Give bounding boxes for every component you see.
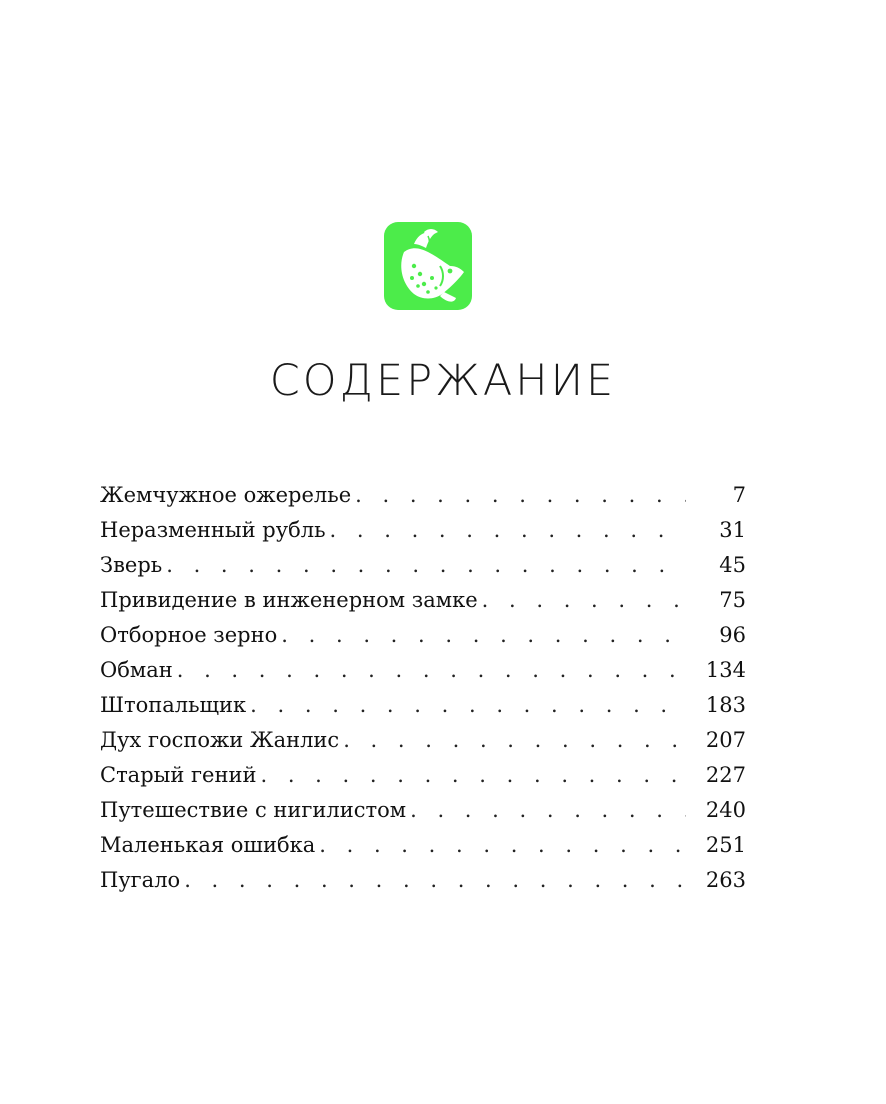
toc-entry-title: Привидение в инженерном замке — [100, 588, 478, 612]
toc-entry-page: 96 — [719, 623, 746, 647]
toc-entry-page: 240 — [705, 798, 746, 822]
dot-leader — [482, 583, 686, 618]
toc-entry-page: 75 — [719, 588, 746, 612]
toc-entry-page: 263 — [705, 868, 746, 892]
toc-entry-title: Зверь — [100, 553, 163, 577]
dot-leader — [319, 828, 686, 863]
dot-leader — [250, 688, 686, 723]
dot-leader — [330, 513, 686, 548]
toc-entry-title: Пугало — [100, 868, 181, 892]
toc-entry-title: Дух госпожи Жанлис — [100, 728, 340, 752]
toc-entry-page: 45 — [719, 553, 746, 577]
toc-entry[interactable] — [100, 723, 746, 758]
publisher-logo — [384, 222, 472, 310]
toc-entry[interactable] — [100, 863, 746, 898]
toc-entry-title: Жемчужное ожерелье — [100, 483, 352, 507]
fish-icon — [384, 222, 472, 310]
toc-entry-page: 183 — [705, 693, 746, 717]
toc-entry-page: 251 — [705, 833, 746, 857]
dot-leader — [355, 478, 686, 513]
toc-entry-page: 31 — [719, 518, 746, 542]
toc-entry-title: Неразменный рубль — [100, 518, 326, 542]
dot-leader — [260, 758, 686, 793]
toc-entry[interactable] — [100, 548, 746, 583]
toc-entry-title: Маленькая ошибка — [100, 833, 316, 857]
toc-entry-page: 134 — [705, 658, 746, 682]
toc-entry-page: 227 — [705, 763, 746, 787]
toc-entry-page: 7 — [732, 483, 746, 507]
page-title: СОДЕРЖАНИЕ — [269, 356, 617, 406]
toc-entry[interactable] — [100, 653, 746, 688]
toc-entry[interactable] — [100, 758, 746, 793]
dot-leader — [177, 653, 686, 688]
dot-leader — [281, 618, 686, 653]
toc-entry[interactable] — [100, 618, 746, 653]
toc-entry[interactable] — [100, 793, 746, 828]
toc-entry-title: Старый гений — [100, 763, 257, 787]
dot-leader — [410, 793, 686, 828]
toc-entry-page: 207 — [705, 728, 746, 752]
toc-entry-title: Штопальщик — [100, 693, 247, 717]
toc-entry-title: Путешествие с нигилистом — [100, 798, 407, 822]
dot-leader — [184, 863, 686, 898]
toc-entry[interactable] — [100, 828, 746, 863]
toc-entry[interactable] — [100, 478, 746, 513]
table-of-contents — [100, 478, 746, 898]
toc-entry[interactable] — [100, 513, 746, 548]
toc-entry-title: Обман — [100, 658, 173, 682]
toc-entry-title: Отборное зерно — [100, 623, 278, 647]
dot-leader — [166, 548, 686, 583]
dot-leader — [343, 723, 686, 758]
toc-entry[interactable] — [100, 583, 746, 618]
toc-entry[interactable] — [100, 688, 746, 723]
